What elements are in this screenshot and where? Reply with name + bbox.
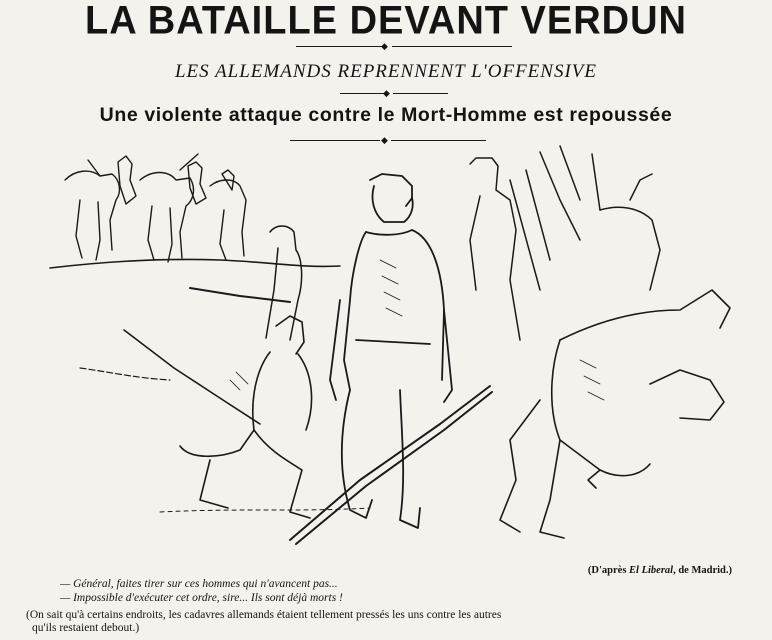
subheadline: LES ALLEMANDS REPRENNENT L'OFFENSIVE	[174, 61, 597, 82]
subhead-rule-left	[340, 93, 385, 94]
fallen-soldier	[500, 290, 730, 538]
note-line-2: qu'ils restaient debout.)	[32, 622, 140, 634]
soldier-crowd	[266, 146, 660, 340]
mounted-staff-group	[65, 154, 246, 262]
caption-line-1: — Général, faites tirer sur ces hommes qui n'avancent pas...	[60, 578, 338, 590]
deck: Une violente attaque contre le Mort-Homme est repoussée	[99, 104, 673, 126]
headline-rule-right	[392, 46, 512, 47]
note-line-1: (On sait qu'à certains endroits, les cadavres allemands étaient tellement pressés les uns contre les autres	[26, 609, 502, 621]
credit-suffix: , de Madrid.)	[673, 565, 732, 576]
kneeling-soldier	[124, 316, 312, 518]
central-soldier	[330, 174, 452, 528]
deck-ornament: ◆	[381, 135, 388, 145]
credit-source: El Liberal	[629, 565, 674, 576]
headline: LA BATAILLE DEVANT VERDUN	[84, 0, 687, 44]
headline-rule-left	[296, 46, 384, 47]
subhead-ornament: ◆	[383, 88, 390, 98]
caption-line-2: — Impossible d'exécuter cet ordre, sire... Ils sont déjà morts !	[60, 592, 343, 604]
hatching	[230, 260, 604, 400]
headline-ornament: ◆	[381, 41, 388, 51]
foreground-rifle	[190, 288, 492, 544]
war-cartoon-illustration	[40, 140, 740, 560]
subhead-rule-right	[393, 93, 448, 94]
illustration-credit	[588, 564, 732, 577]
credit-prefix: (D'après	[587, 565, 627, 576]
